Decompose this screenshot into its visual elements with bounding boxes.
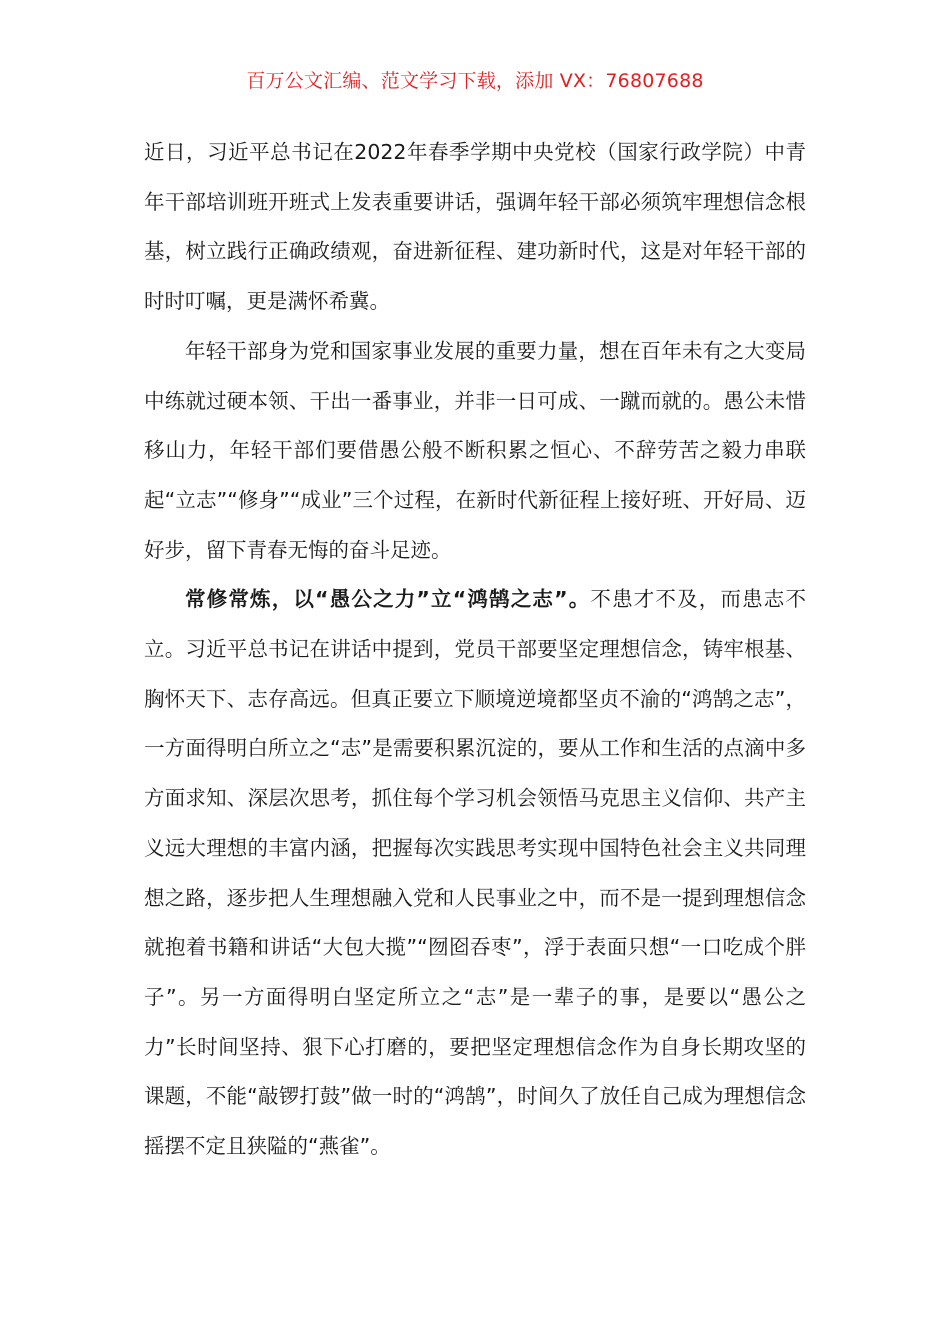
header-banner: 百万公文汇编、范文学习下载，添加 VX：76807688: [246, 70, 704, 92]
document-body: [144, 128, 806, 1172]
paragraph-3: [144, 575, 806, 1171]
paragraph-3-lead-sentence: 常修常炼，以“愚公之力”立“鸿鹄之志”。: [185, 587, 591, 612]
paragraph-1: [144, 128, 806, 327]
paragraph-2-text: 年轻干部身为党和国家事业发展的重要力量，想在百年未有之大变局中练就过硬本领、干出一番事业，并非一日可成、一蹴而就的。愚公未惜移山力，年轻干部们要借愚公般不断积累之恒心、不辞劳苦之毅力串联起“立志”“修身”“成业”三个过程，在新时代新征程上接好班、开好局、迈好步，留下青春无悔的奋斗足迹。: [144, 338, 806, 562]
paragraph-3-text: 不患才不及，而患志不立。习近平总书记在讲话中提到，党员干部要坚定理想信念，铸牢根基、胸怀天下、志存高远。但真正要立下顺境逆境都坚贞不渝的“鸿鹄之志”，一方面得明白所立之“志”是需要积累沉淀的，要从工作和生活的点滴中多方面求知、深层次思考，抓住每个学习机会领悟马克思主义信仰、共产主义远大理想的丰富内涵，把握每次实践思考实现中国特色社会主义共同理想之路，逐步把人生理想融入党和人民事业之中，而不是一提到理想信念就抱着书籍和讲话“大包大揽”“囫囵吞枣”，浮于表面只想“一口吃成个胖子”。另一方面得明白坚定所立之“志”是一辈子的事，是要以“愚公之力”长时间坚持、狠下心打磨的，要把坚定理想信念作为自身长期攻坚的课题，不能“敲锣打鼓”做一时的“鸿鹄”，时间久了放任自己成为理想信念摇摆不定且狭隘的“燕雀”。: [144, 587, 806, 1159]
paragraph-1-text: 近日，习近平总书记在2022年春季学期中央党校（国家行政学院）中青年干部培训班开班式上发表重要讲话，强调年轻干部必须筑牢理想信念根基，树立践行正确政绩观，奋进新征程、建功新时代，这是对年轻干部的时时叮嘱，更是满怀希冀。: [144, 140, 806, 314]
paragraph-2: [144, 327, 806, 576]
